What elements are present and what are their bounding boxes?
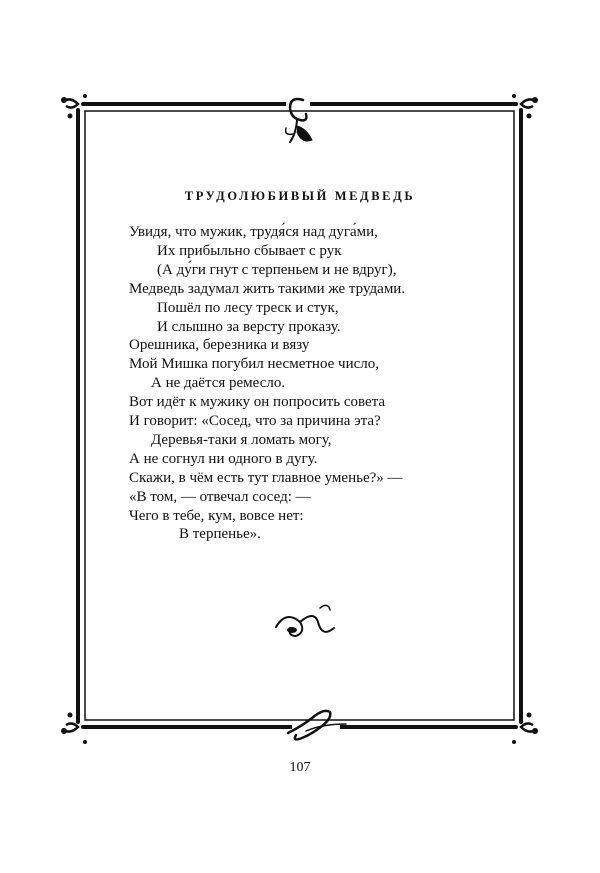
poem-line: (А ду́ги гнут с терпеньем и не вдруг), bbox=[157, 261, 397, 278]
poem-line: Увидя, что мужик, трудя́ся над дуга́ми, bbox=[129, 224, 378, 240]
poem-line: Их прибыльно сбывает с рук bbox=[157, 242, 342, 259]
bottom-scroll-icon bbox=[288, 711, 346, 740]
page-number: 107 bbox=[289, 760, 311, 775]
poem-line: Скажи, в чём есть тут главное уменье?» — bbox=[129, 469, 403, 486]
poem-line: Мой Мишка погубил несметное число, bbox=[129, 356, 380, 373]
poem-line: А не даётся ремесло. bbox=[151, 375, 286, 392]
poem-line: Деревья-таки я ломать могу, bbox=[151, 431, 332, 448]
poem-line: Медведь задумал жить такими же трудами. bbox=[129, 280, 406, 297]
poem-line: Пошёл по лесу треск и стук, bbox=[157, 299, 339, 316]
bottom-vine-icon bbox=[276, 605, 334, 636]
poem-line: Чего в тебе, кум, вовсе нет: bbox=[129, 507, 304, 524]
poem-line: И слышно за версту проказу. bbox=[157, 318, 341, 335]
poem-line: Орешника, березника и вязу bbox=[129, 337, 310, 354]
corner-flourish-icon bbox=[61, 94, 87, 119]
poem-line: Вот идёт к мужику он попросить совета bbox=[129, 394, 386, 411]
poem-line: «В том, — отвечал сосед: — bbox=[129, 488, 311, 505]
top-vine-icon bbox=[286, 98, 312, 142]
poem-title: ТРУДОЛЮБИВЫЙ МЕДВЕДЬ bbox=[184, 189, 416, 203]
poem-line: И говорит: «Сосед, что за причина эта? bbox=[129, 413, 381, 429]
corner-flourish-icon bbox=[512, 94, 538, 119]
poem-line: А не согнул ни одного в дугу. bbox=[129, 450, 318, 467]
poem-line: В терпенье». bbox=[179, 526, 261, 543]
